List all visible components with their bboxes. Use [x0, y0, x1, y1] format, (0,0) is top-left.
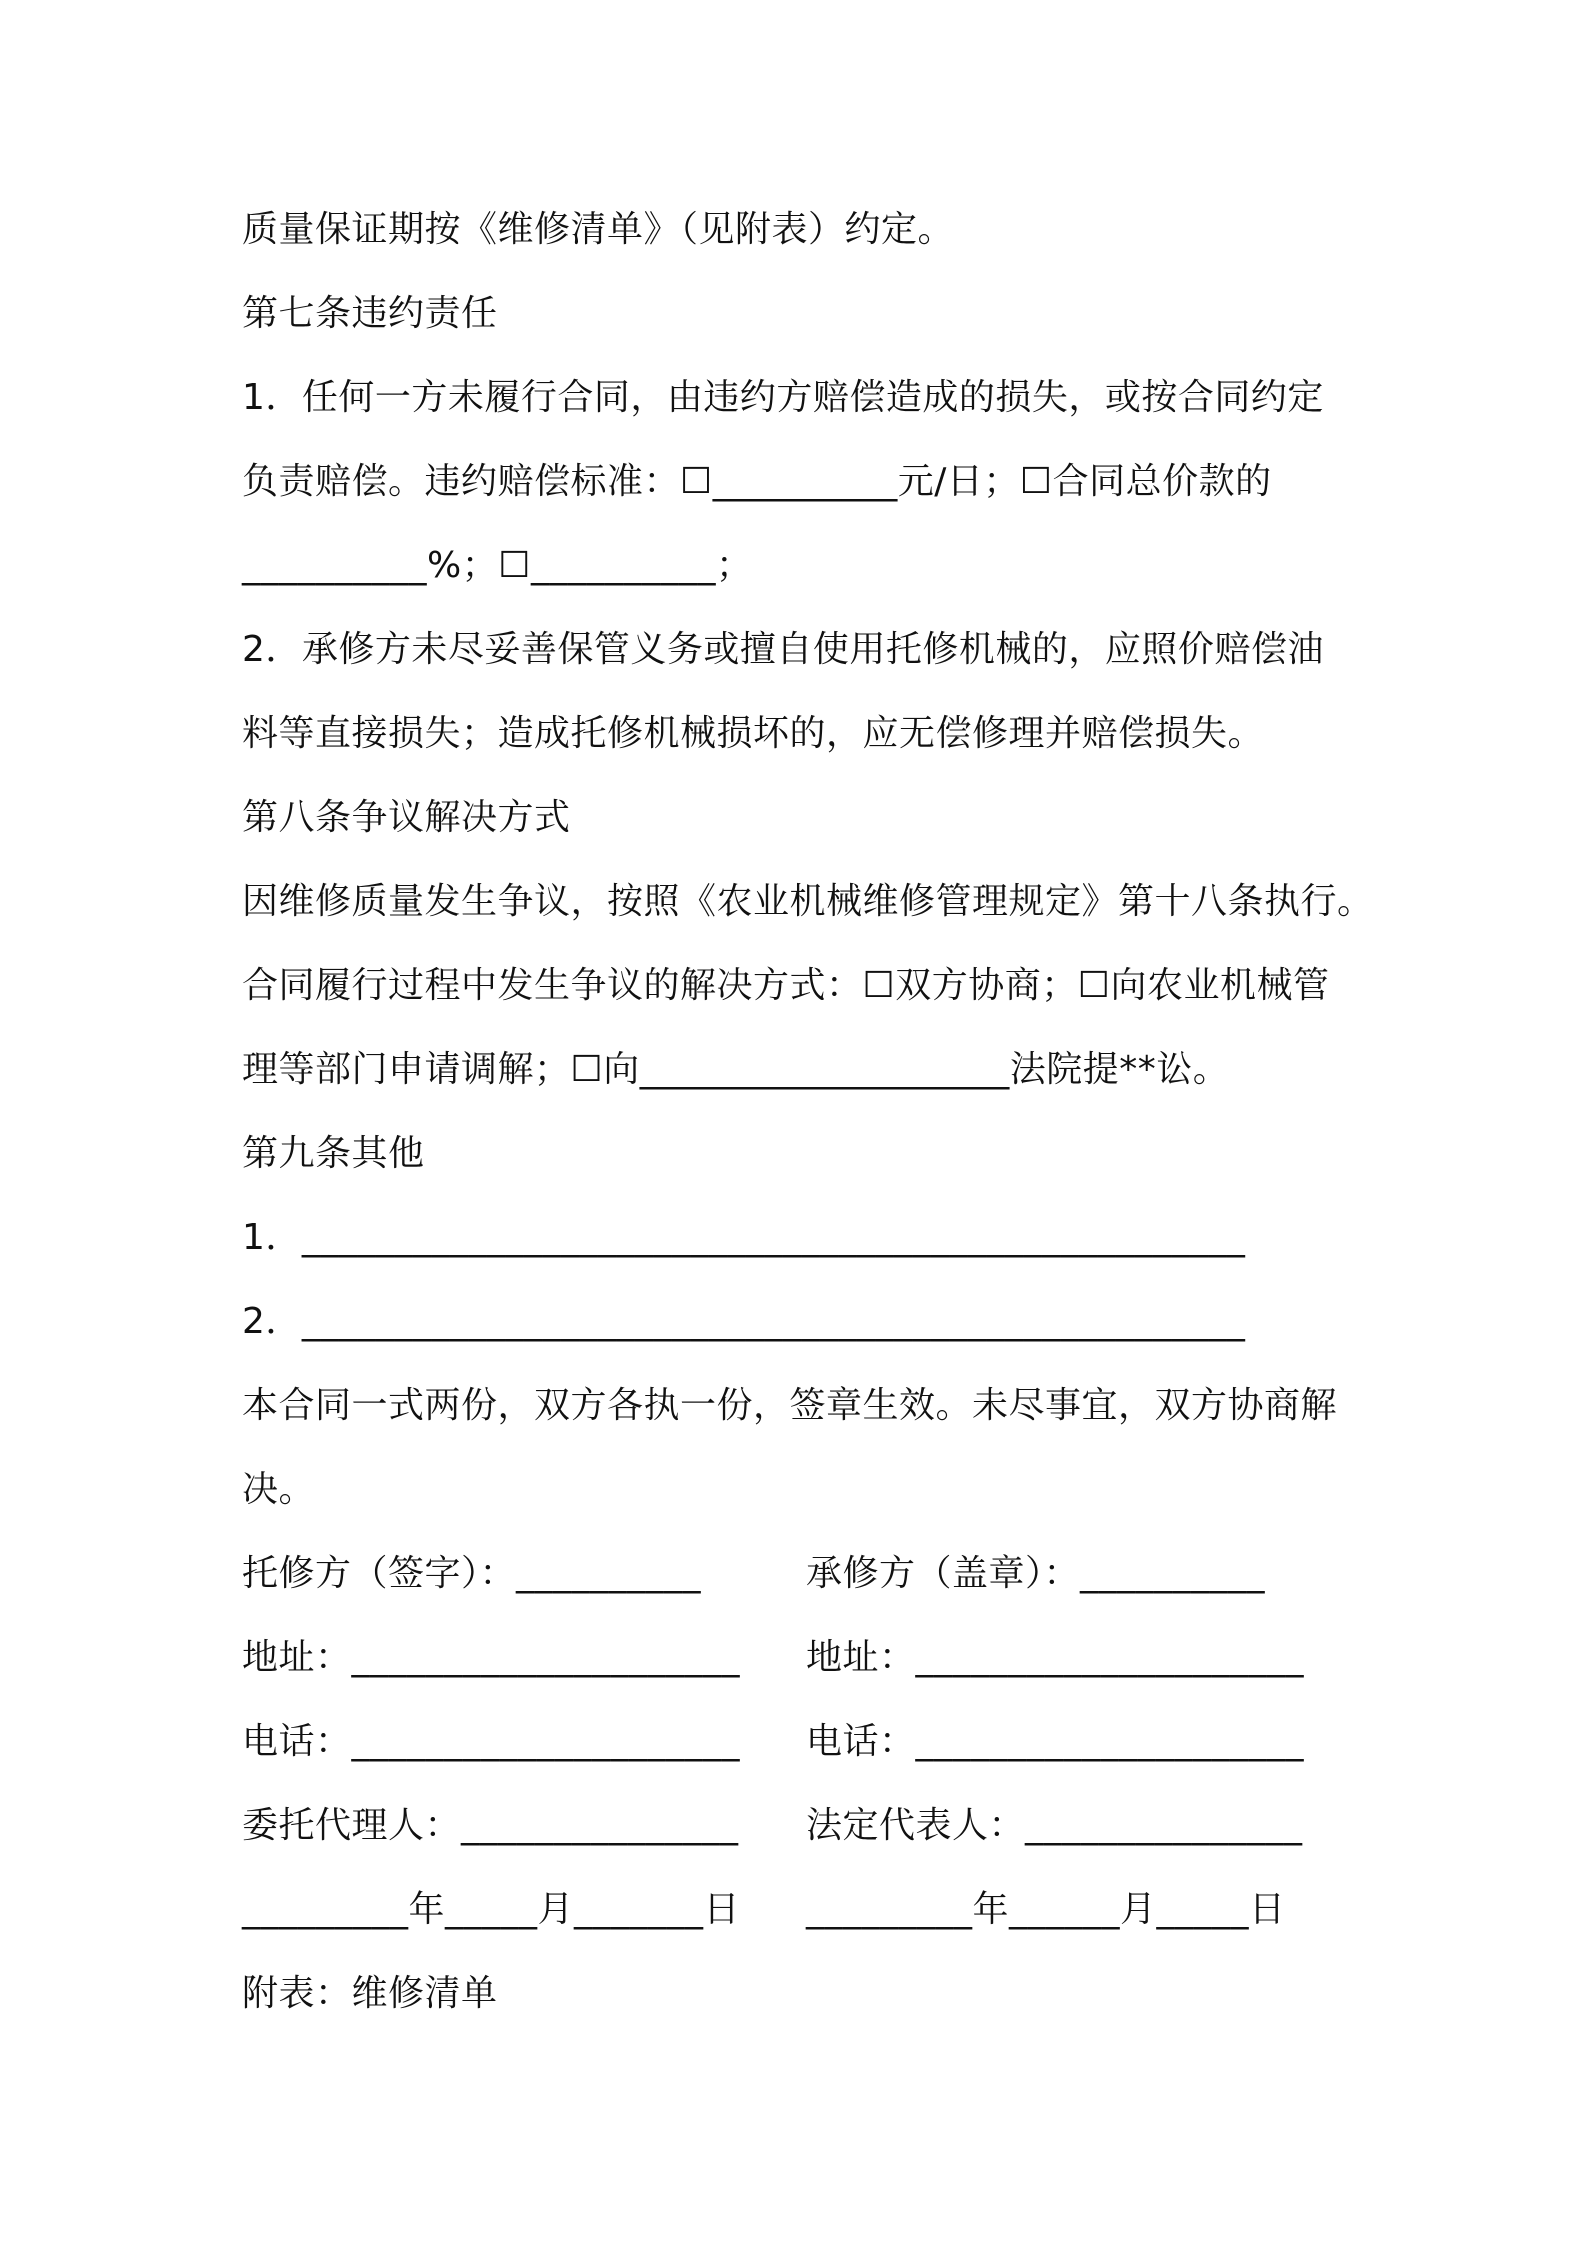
article-9-item-2: 2．___________________________________________________	[242, 1301, 1246, 1342]
closing-text: 本合同一式两份，双方各执一份，签章生效。未尽事宜，双方协商解	[242, 1385, 1338, 1426]
contractor-address: 地址：_____________________	[806, 1637, 1305, 1678]
article-7-clause-1-cont: 负责赔偿。违约赔偿标准：☐__________元/日；☐合同总价款的	[242, 461, 1272, 502]
quality-warranty-text: 质量保证期按《维修清单》（见附表）约定。	[242, 209, 955, 250]
article-8-text-3: 理等部门申请调解；☐向____________________法院提**讼。	[242, 1049, 1230, 1090]
contractor-date: _________年______月_____日	[806, 1889, 1286, 1930]
article-7-clause-1: 1．任何一方未履行合同，由违约方赔偿造成的损失，或按合同约定	[242, 377, 1324, 418]
client-signature: 托修方（签字）：__________	[242, 1553, 702, 1594]
article-9-heading: 第九条其他	[242, 1133, 425, 1174]
article-8-text-1: 因维修质量发生争议，按照《农业机械维修管理规定》第十八条执行。	[242, 881, 1374, 922]
article-9-item-1: 1．___________________________________________________	[242, 1217, 1246, 1258]
article-7-clause-2-cont: 料等直接损失；造成托修机械损坏的，应无偿修理并赔偿损失。	[242, 713, 1265, 754]
article-8-text-2: 合同履行过程中发生争议的解决方式：☐双方协商；☐向农业机械管	[242, 965, 1330, 1006]
article-7-clause-2: 2．承修方未尽妥善保管义务或擅自使用托修机械的，应照价赔偿油	[242, 629, 1324, 670]
contractor-legal-rep: 法定代表人：_______________	[806, 1805, 1303, 1846]
client-phone: 电话：_____________________	[242, 1721, 741, 1762]
client-date: _________年_____月_______日	[242, 1889, 740, 1930]
article-8-heading: 第八条争议解决方式	[242, 797, 571, 838]
contractor-seal: 承修方（盖章）：__________	[806, 1553, 1266, 1594]
closing-text-cont: 决。	[242, 1469, 316, 1510]
contractor-phone: 电话：_____________________	[806, 1721, 1305, 1762]
client-agent: 委托代理人：_______________	[242, 1805, 739, 1846]
article-7-clause-1-cont-2: __________%；☐__________；	[242, 545, 753, 586]
client-address: 地址：_____________________	[242, 1637, 741, 1678]
appendix-title: 附表：维修清单	[242, 1973, 498, 2014]
article-7-heading: 第七条违约责任	[242, 293, 498, 334]
